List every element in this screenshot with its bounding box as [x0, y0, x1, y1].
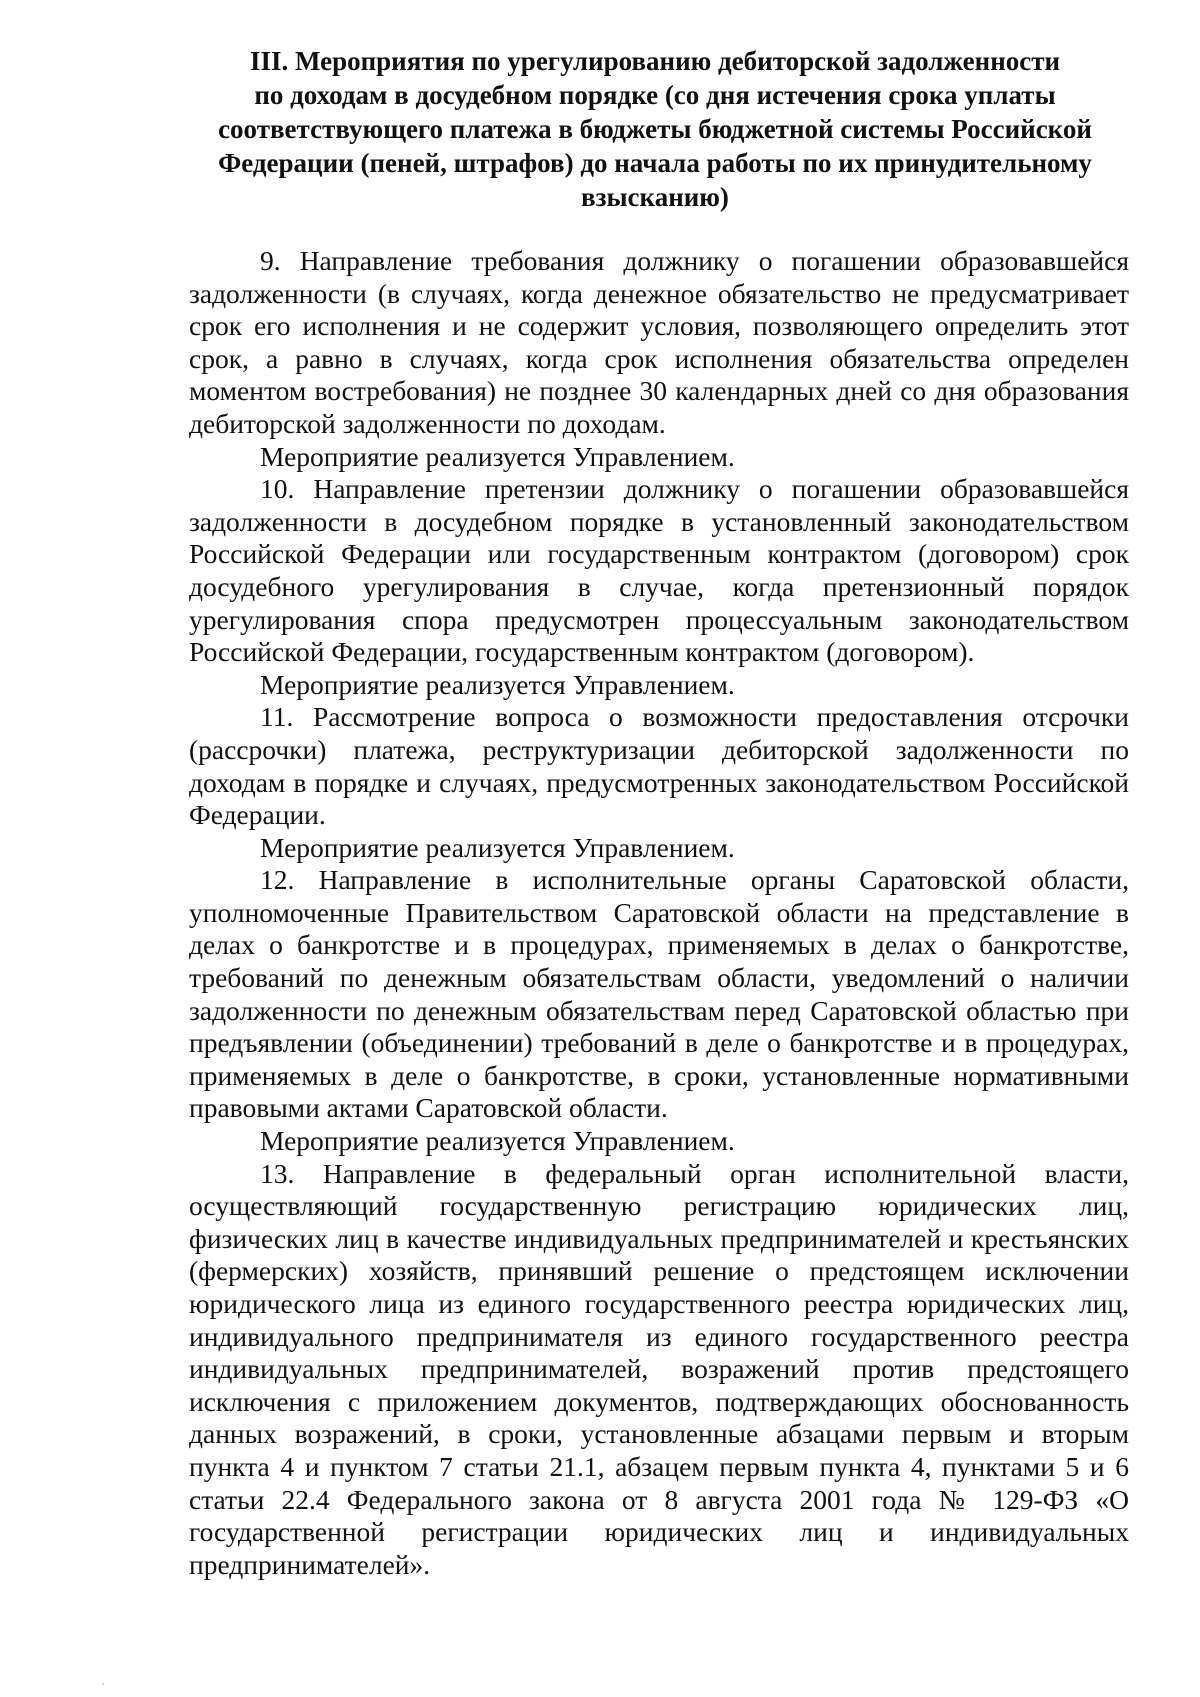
- item-13-text: 13. Направление в федеральный орган исполнительной власти, осуществляющий государственную регистрацию юридических лиц, физических лиц в качестве индивидуальных предпринимателей и крестьянских (фермерских) хозяйств, принявший решение о предстоящем исключении юридического лица из единого государственного реестра юридических лиц, индивидуального предпринимателя из единого государственного реестра индивидуальных предпринимателей, возражений против предстоящего исключения с приложением документов, подтверждающих обоснованность данных возражений, в сроки, установленные абзацами первым и вторым пункта 4 и пунктом 7 статьи 21.1, абзацем первым пункта 4, пунктами 5 и 6 статьи 22.4 Федерального закона от 8 августа 2001 года № 129-ФЗ «О государственной регистрации юридических лиц и индивидуальных предпринимателей».: [189, 1157, 1129, 1580]
- heading-line: взысканию): [581, 182, 729, 212]
- item-11-note: Мероприятие реализуется Управлением.: [260, 831, 735, 863]
- item-10-text: 10. Направление претензии должнику о погашении образовавшейся задолженности в досудебном порядке в установленный законодательством Российской Федерации или государственным контрактом (договором) срок досудебного урегулирования в случае, когда претензионный порядок урегулирования спора предусмотрен процессуальным законодательством Российской Федерации, государственным контрактом (договором).: [189, 473, 1129, 668]
- heading-line: Федерации (пеней, штрафов) до начала работы по их принудительному: [218, 148, 1092, 178]
- section-heading: [165, 44, 1145, 214]
- item-12-text: 12. Направление в исполнительные органы Саратовской области, уполномоченные Правительством Саратовской области на представление в делах о банкротстве и в процедурах, применяемых в делах о банкротстве, требований по денежным обязательствам области, уведомлений о наличии задолженности по денежным обязательствам перед Саратовской областью при предъявлении (объединении) требований в деле о банкротстве и в процедурах, применяемых в деле о банкротстве, в сроки, установленные нормативными правовыми актами Саратовской области.: [189, 864, 1129, 1124]
- scan-speck: [102, 1683, 104, 1685]
- heading-line: III. Мероприятия по урегулированию дебиторской задолженности: [249, 46, 1061, 76]
- item-9-note: Мероприятие реализуется Управлением.: [260, 440, 735, 472]
- item-11-text: 11. Рассмотрение вопроса о возможности предоставления отсрочки (рассрочки) платежа, реструктуризации дебиторской задолженности по доходам в порядке и случаях, предусмотренных законодательством Российской Федерации.: [189, 701, 1129, 831]
- heading-line: соответствующего платежа в бюджеты бюджетной системы Российской: [218, 114, 1092, 144]
- item-9-text: 9. Направление требования должнику о погашении образовавшейся задолженности (в случаях, когда денежное обязательство не предусматривает срок его исполнения и не содержит условия, позволяющего определить этот срок, а равно в случаях, когда срок исполнения обязательства определен моментом востребования) не позднее 30 календарных дней со дня образования дебиторской задолженности по доходам.: [189, 245, 1129, 439]
- heading-line: по доходам в досудебном порядке (со дня истечения срока уплаты: [254, 80, 1056, 110]
- document-body: [189, 245, 1129, 1581]
- item-10-note: Мероприятие реализуется Управлением.: [260, 668, 735, 700]
- item-12-note: Мероприятие реализуется Управлением.: [260, 1125, 735, 1157]
